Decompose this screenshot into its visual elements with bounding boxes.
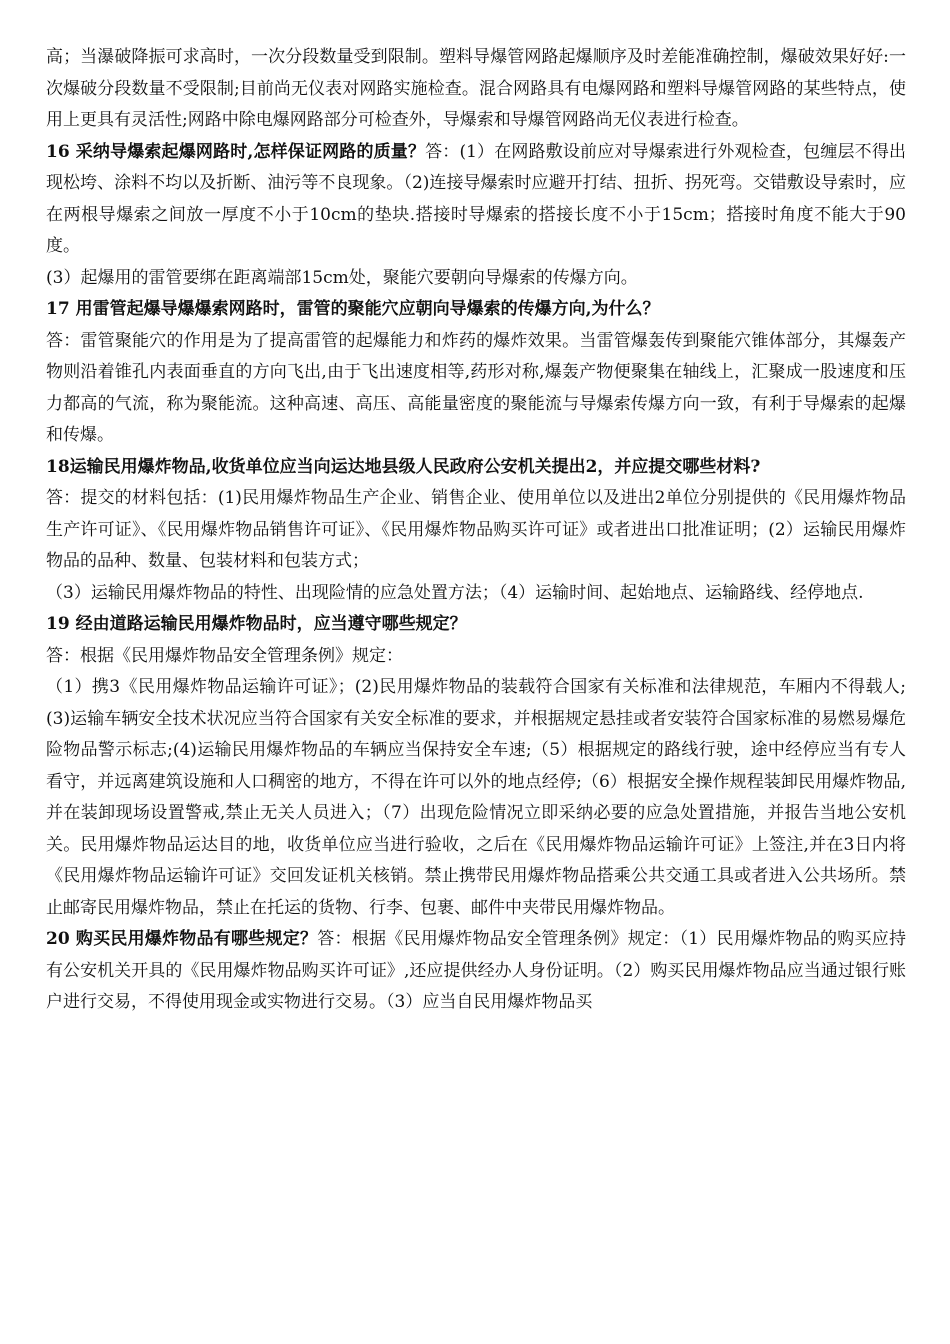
answer-17 [46, 326, 906, 452]
answer-18-items [46, 578, 906, 610]
answer-text: （3）运输民用爆炸物品的特性、出现险情的应急处置方法；（4）运输时间、起始地点、运输路线、经停地点. [46, 582, 864, 603]
question-19 [46, 609, 906, 641]
answer-16-item-3 [46, 263, 906, 295]
answer-text: 答：根据《民用爆炸物品安全管理条例》规定：（1）民用爆炸物品的购买应持有公安机关开具的《民用爆炸物品购买许可证》,还应提供经办人身份证明。（2）购买民用爆炸物品应当通过银行账户进行交易，不得使用现金或实物进行交易。（3）应当自民用爆炸物品买 [46, 929, 906, 1012]
qa-16 [46, 137, 906, 263]
answer-18 [46, 483, 906, 578]
question-17 [46, 294, 906, 326]
answer-19-intro [46, 641, 906, 673]
answer-text: 答：提交的材料包括：(1)民用爆炸物品生产企业、销售企业、使用单位以及进出2单位分别提供的《民用爆炸物品生产许可证》、《民用爆炸物品销售许可证》、《民用爆炸物品购买许可证》或者进出口批准证明；(2）运输民用爆炸物品的品种、数量、包装材料和包装方式； [46, 488, 906, 571]
answer-text: 高；当瀑破降振可求高时，一次分段数量受到限制。塑料导爆管网路起爆顺序及时差能准确控制，爆破效果好好:一次爆破分段数量不受限制;目前尚无仪表对网路实施检查。混合网路具有电爆网路和塑料导爆管网路的某些特点，使用上更具有灵活性;网路中除电爆网路部分可检查外，导爆索和导爆管网路尚无仪表进行检查。 [46, 47, 906, 130]
answer-text: 答：雷管聚能穴的作用是为了提高雷管的起爆能力和炸药的爆炸效果。当雷管爆轰传到聚能穴锥体部分，其爆轰产物则沿着锥孔内表面垂直的方向飞出,由于飞出速度相等,药形对称,爆轰产物便聚集在轴线上，汇聚成一股速度和压力都高的气流，称为聚能流。这种高速、高压、高能量密度的聚能流与导爆索传爆方向一致，有利于导爆索的起爆和传爆。 [46, 330, 906, 445]
answer-text: 答：(1）在网路敷设前应对导爆索进行外观检查，包缠层不得出现松垮、涂料不均以及折断、油污等不良现象。（2)连接导爆索时应避开打结、扭折、拐死弯。交错敷设导索时，应在两根导爆索之间放一厚度不小于10cm的垫块.搭接时导爆索的搭接长度不小于15cm；搭接时角度不能大于90度。 [46, 141, 906, 256]
qa-20 [46, 924, 906, 1019]
answer-text: 答：根据《民用爆炸物品安全管理条例》规定： [46, 645, 403, 666]
question-text: 20 购买民用爆炸物品有哪些规定？ [46, 929, 318, 949]
question-text: 19 经由道路运输民用爆炸物品时，应当遵守哪些规定？ [46, 614, 467, 634]
question-text: 17 用雷管起爆导爆爆索网路时，雷管的聚能穴应朝向导爆索的传爆方向,为什么？ [46, 299, 660, 319]
answer-text: (3）起爆用的雷管要绑在距离端部15cm处，聚能穴要朝向导爆索的传爆方向。 [46, 267, 638, 288]
answer-text: （1）携3《民用爆炸物品运输许可证》；(2)民用爆炸物品的装载符合国家有关标准和法律规范，车厢内不得载人;(3)运输车辆安全技术状况应当符合国家有关安全标准的要求，并根据规定悬挂或者安装符合国家标准的易燃易爆危险物品警示标志;(4)运输民用爆炸物品的车辆应当保持安全车速;（5）根据规定的路线行驶，途中经停应当有专人看守，并远离建筑设施和人口稠密的地方，不得在许可以外的地点经停;（6）根据安全操作规程装卸民用爆炸物品,并在装卸现场设置警戒,禁止无关人员进入；（7）出现危险情况立即采纳必要的应急处置措施，并报告当地公安机关。民用爆炸物品运达目的地，收货单位应当进行验收，之后在《民用爆炸物品运输许可证》上签注,并在3日内将《民用爆炸物品运输许可证》交回发证机关核销。禁止携带民用爆炸物品搭乘公共交通工具或者进入公共场所。禁止邮寄民用爆炸物品，禁止在托运的货物、行李、包裹、邮件中夹带民用爆炸物品。 [46, 677, 906, 918]
answer-19-items [46, 672, 906, 924]
question-18 [46, 452, 906, 484]
question-text: 18运输民用爆炸物品,收货单位应当向运达地县级人民政府公安机关提出2，并应提交哪些材料? [46, 456, 761, 477]
paragraph-continuation [46, 42, 906, 137]
question-text: 16 采纳导爆索起爆网路时,怎样保证网路的质量？ [46, 141, 426, 162]
